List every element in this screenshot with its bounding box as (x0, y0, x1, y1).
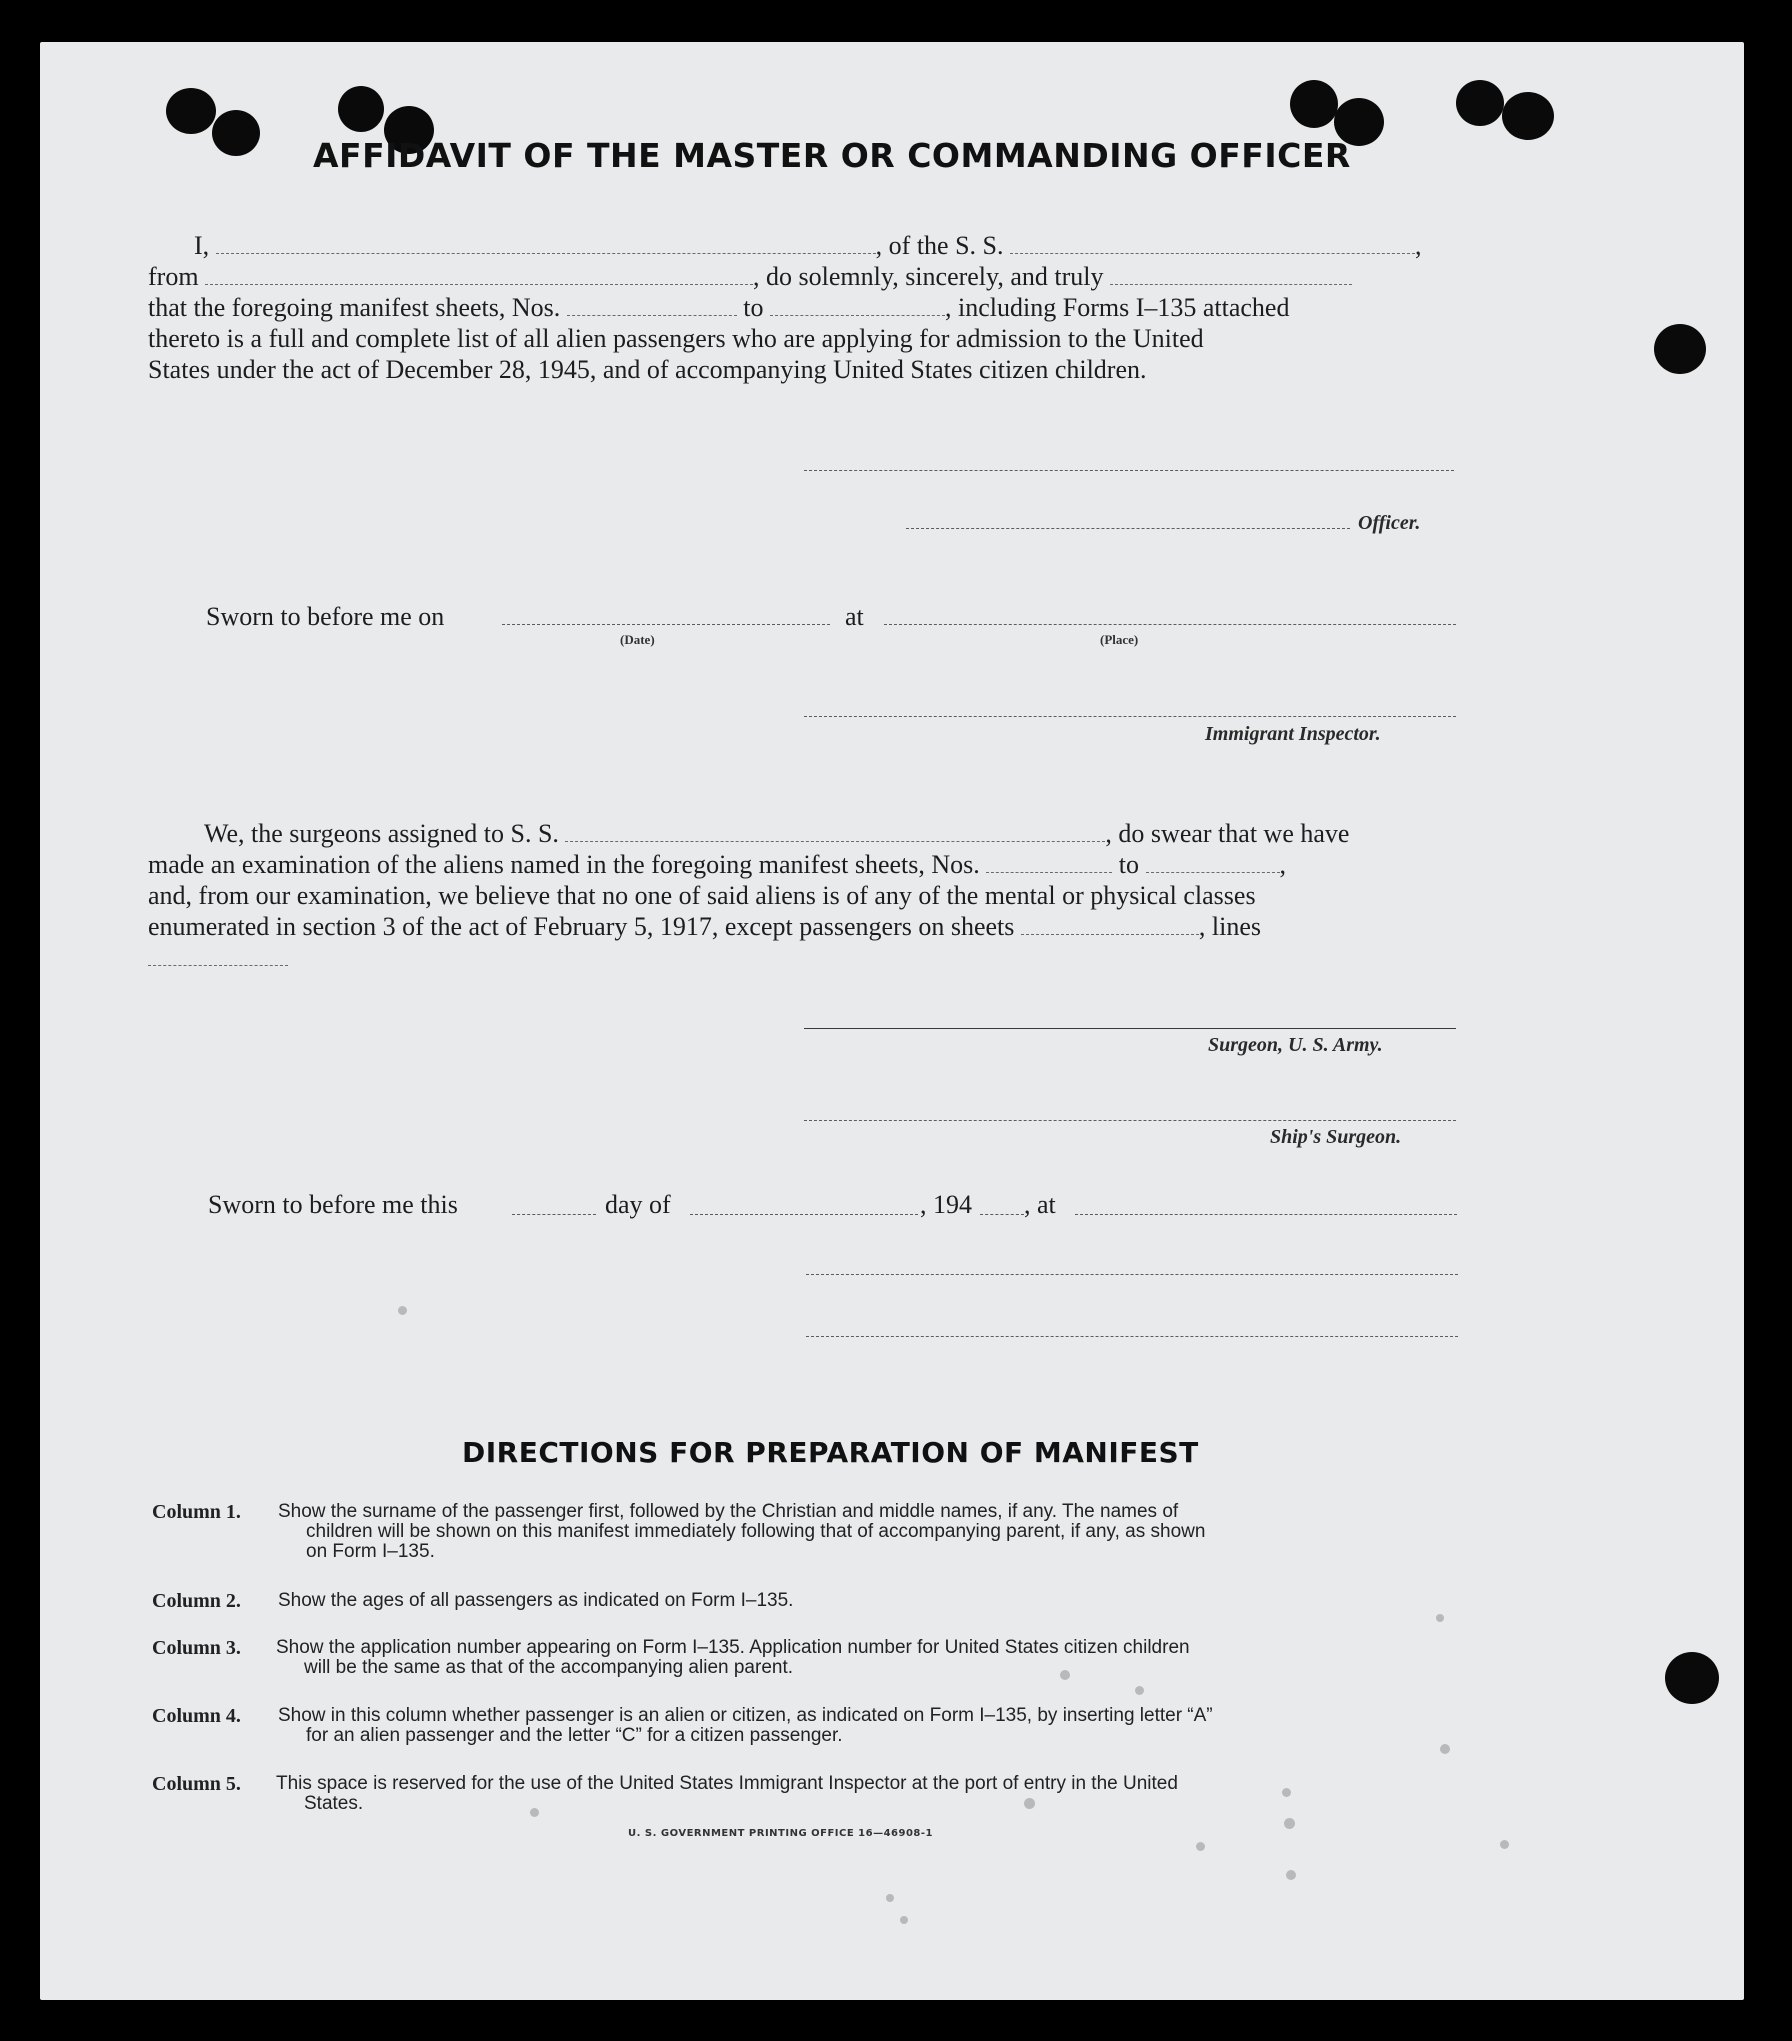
text: Show the surname of the passenger first, followed by the Christian and middle names, if any. The names of (278, 1501, 1179, 1522)
text: thereto is a full and complete list of all alien passengers who are applying for admission to the United (148, 324, 1204, 353)
direction-item (152, 1502, 1462, 1562)
text: to (1118, 850, 1139, 879)
surgeon-sheet-from-field[interactable] (986, 850, 1112, 873)
date-caption: (Date) (620, 632, 655, 647)
day-field[interactable] (512, 1214, 596, 1215)
affidavit-paragraph (148, 230, 1458, 385)
ships-surgeon-signature-line[interactable] (804, 1120, 1456, 1121)
ship-name-field[interactable] (1010, 231, 1415, 254)
text: , do swear that we have (1105, 819, 1350, 848)
sworn-place-field[interactable] (884, 624, 1456, 625)
text: States under the act of December 28, 1945, and of accompanying United States citizen children. (148, 355, 1147, 384)
immigrant-inspector-signature-line[interactable] (804, 716, 1456, 717)
text: made an examination of the aliens named in the foregoing manifest sheets, Nos. (148, 850, 980, 879)
title-line[interactable] (806, 1336, 1458, 1337)
direction-item (152, 1591, 1462, 1611)
text: Show the application number appearing on Form I–135. Application number for United States citizen children (276, 1637, 1190, 1658)
from-port-field[interactable] (205, 262, 753, 285)
month-field[interactable] (690, 1214, 918, 1215)
speck (1196, 1842, 1205, 1851)
column-label: Column 3. (152, 1637, 241, 1659)
officer-label: Officer. (1358, 512, 1421, 534)
speck (1135, 1686, 1144, 1695)
page-title: AFFIDAVIT OF THE MASTER OR COMMANDING OFFICER (313, 136, 1351, 175)
speck (1500, 1840, 1509, 1849)
speck (900, 1916, 908, 1924)
text: We, the surgeons assigned to S. S. (204, 819, 559, 848)
text: from (148, 262, 199, 291)
directions-title: DIRECTIONS FOR PREPARATION OF MANIFEST (462, 1436, 1199, 1469)
text: Show the ages of all passengers as indicated on Form I–135. (278, 1590, 794, 1611)
column-label: Column 1. (152, 1501, 241, 1523)
sworn-this-text: Sworn to before me this (208, 1190, 458, 1219)
punch-hole (338, 86, 384, 132)
surgeons-paragraph (148, 818, 1458, 973)
army-surgeon-label: Surgeon, U. S. Army. (1208, 1034, 1383, 1056)
name-field[interactable] (216, 231, 876, 254)
year-field[interactable] (980, 1214, 1024, 1215)
day-of-text: day of (605, 1190, 671, 1219)
sheet-to-field[interactable] (770, 293, 945, 316)
sworn-date-field[interactable] (502, 624, 830, 625)
text: , (1279, 850, 1286, 879)
surgeon-ship-field[interactable] (565, 819, 1105, 842)
speck (1284, 1818, 1295, 1829)
text: , do solemnly, sincerely, and truly (753, 262, 1104, 291)
text: I, (194, 231, 210, 260)
sworn-before-text: Sworn to before me on (206, 602, 445, 631)
text: , lines (1198, 912, 1262, 941)
lines-field[interactable] (148, 943, 288, 966)
speck (398, 1306, 407, 1315)
text: and, from our examination, we believe that no one of said aliens is of any of the mental or physical classes (148, 881, 1256, 910)
officer-signature-line[interactable] (804, 470, 1454, 471)
column-label: Column 2. (152, 1590, 241, 1612)
text: enumerated in section 3 of the act of February 5, 1917, except passengers on sheets (148, 912, 1015, 941)
text: States. (304, 1793, 364, 1814)
text: , of the S. S. (875, 231, 1004, 260)
text: to (743, 293, 764, 322)
text: on Form I–135. (306, 1541, 435, 1562)
sheet-from-field[interactable] (567, 293, 737, 316)
text: will be the same as that of the accompanying alien parent. (304, 1657, 794, 1678)
direction-item (152, 1774, 1462, 1814)
text: This space is reserved for the use of the United States Immigrant Inspector at the port of entry in the United (276, 1773, 1178, 1794)
speck (886, 1894, 894, 1902)
text: , (1415, 231, 1422, 260)
punch-hole (1665, 1652, 1719, 1704)
speck (1436, 1614, 1444, 1622)
punch-hole (212, 110, 260, 156)
column-label: Column 5. (152, 1773, 241, 1795)
punch-hole (1502, 92, 1554, 140)
direction-item (152, 1706, 1462, 1746)
punch-hole (1290, 80, 1338, 128)
printing-office-footer: U. S. GOVERNMENT PRINTING OFFICE 16—46908-1 (628, 1828, 933, 1839)
text: children will be shown on this manifest immediately following that of accompanying parent, if any, as shown (306, 1521, 1206, 1542)
at-text: , at (1024, 1190, 1056, 1219)
text: Show in this column whether passenger is an alien or citizen, as indicated on Form I–135, by inserting letter “A” (278, 1705, 1213, 1726)
text: that the foregoing manifest sheets, Nos. (148, 293, 561, 322)
year-prefix-text: , 194 (920, 1190, 972, 1219)
sworn-place-field-2[interactable] (1075, 1214, 1457, 1215)
at-text: at (845, 602, 864, 631)
ships-surgeon-label: Ship's Surgeon. (1270, 1126, 1402, 1148)
text: , including Forms I–135 attached (945, 293, 1290, 322)
text: for an alien passenger and the letter “C” for a citizen passenger. (306, 1725, 843, 1746)
army-surgeon-signature-line[interactable] (804, 1028, 1456, 1029)
punch-hole (166, 88, 216, 134)
punch-hole (1456, 80, 1504, 126)
speck (1286, 1870, 1296, 1880)
place-caption: (Place) (1100, 632, 1139, 647)
immigrant-inspector-label: Immigrant Inspector. (1205, 723, 1381, 745)
column-label: Column 4. (152, 1705, 241, 1727)
officer-title-line[interactable] (906, 528, 1350, 529)
signature-line[interactable] (806, 1274, 1458, 1275)
surgeon-sheet-to-field[interactable] (1146, 850, 1280, 873)
except-sheets-field[interactable] (1021, 912, 1199, 935)
oath-field[interactable] (1110, 262, 1352, 285)
punch-hole (1654, 324, 1706, 374)
direction-item (152, 1638, 1462, 1678)
